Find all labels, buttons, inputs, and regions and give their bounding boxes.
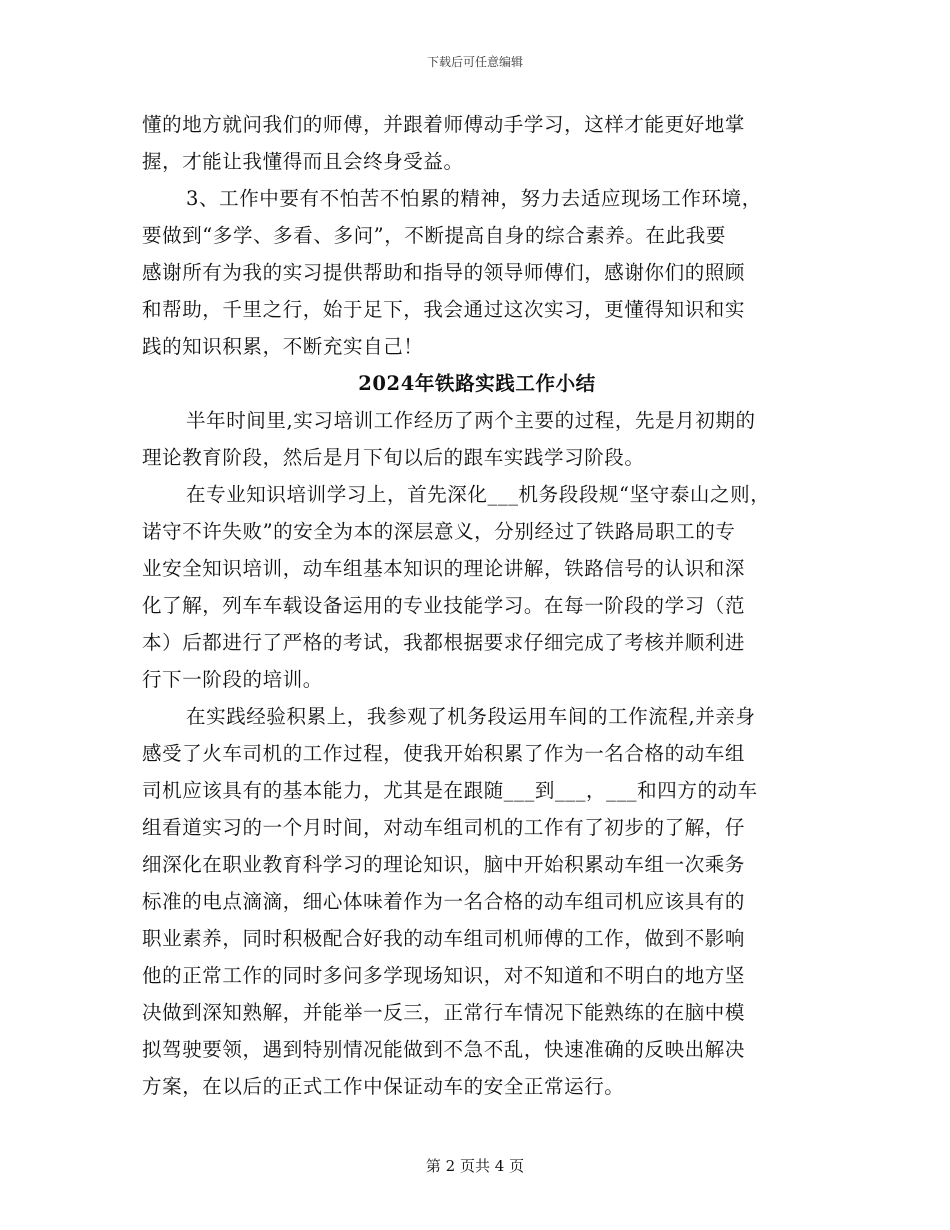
body-line: 要做到“多学、多看、多问”，不断提高自身的综合素养。在此我要 <box>142 224 726 247</box>
body-line: 职业素养，同时积极配合好我的动车组司机师傅的工作，做到不影响 <box>142 927 746 950</box>
body-line: 拟驾驶要领，遇到特别情况能做到不急不乱，快速准确的反映出解决 <box>142 1038 746 1061</box>
body-line: 标准的电点滴滴，细心体味着作为一名合格的动车组司机应该具有的 <box>142 890 746 913</box>
body-line: 行下一阶段的培训。 <box>142 668 323 691</box>
header-note: 下载后可任意编辑 <box>426 55 523 69</box>
paragraph-start-line: 在实践经验积累上，我参观了机务段运用车间的工作流程,并亲身 <box>186 705 756 728</box>
body-line: 懂的地方就问我们的师傅，并跟着师傅动手学习，这样才能更好地掌 <box>142 113 746 136</box>
body-line: 握，才能让我懂得而且会终身受益。 <box>142 150 464 173</box>
body-line: 和帮助，千里之行，始于足下，我会通过这次实习，更懂得知识和实 <box>142 298 746 321</box>
body-line: 司机应该具有的基本能力，尤其是在跟随___到___，___和四方的动车 <box>142 779 758 802</box>
body-line: 感受了火车司机的工作过程，使我开始积累了作为一名合格的动车组 <box>142 742 746 765</box>
section-title: 2024年铁路实践工作小结 <box>358 372 596 395</box>
body-line: 方案，在以后的正式工作中保证动车的安全正常运行。 <box>142 1075 625 1098</box>
body-line: 本）后都进行了严格的考试，我都根据要求仔细完成了考核并顺利进 <box>142 631 746 654</box>
body-line: 组看道实习的一个月时间，对动车组司机的工作有了初步的了解，仔 <box>142 816 746 839</box>
paragraph-start-line: 在专业知识培训学习上，首先深化___机务段段规“坚守泰山之则， <box>186 483 771 506</box>
page-number: 第 2 页共 4 页 <box>425 1157 525 1175</box>
body-line: 化了解，列车车载设备运用的专业技能学习。在每一阶段的学习（范 <box>142 594 746 617</box>
body-line: 业安全知识培训，动车组基本知识的理论讲解，铁路信号的认识和深 <box>142 557 746 580</box>
paragraph-start-line: 半年时间里,实习培训工作经历了两个主要的过程，先是月初期的 <box>186 409 756 432</box>
paragraph-start-line: 3、工作中要有不怕苦不怕累的精神，努力去适应现场工作环境， <box>186 187 762 210</box>
body-line: 感谢所有为我的实习提供帮助和指导的领导师傅们，感谢你们的照顾 <box>142 261 746 284</box>
body-line: 决做到深知熟解，并能举一反三，正常行车情况下能熟练的在脑中模 <box>142 1001 746 1024</box>
body-line: 践的知识积累，不断充实自己！ <box>142 335 424 358</box>
body-line: 理论教育阶段，然后是月下旬以后的跟车实践学习阶段。 <box>142 446 645 469</box>
body-line: 诺守不许失败”的安全为本的深层意义，分别经过了铁路局职工的专 <box>142 520 736 543</box>
body-line: 他的正常工作的同时多问多学现场知识，对不知道和不明白的地方坚 <box>142 964 746 987</box>
body-line: 细深化在职业教育科学习的理论知识，脑中开始积累动车组一次乘务 <box>142 853 746 876</box>
document-body <box>142 106 812 1105</box>
